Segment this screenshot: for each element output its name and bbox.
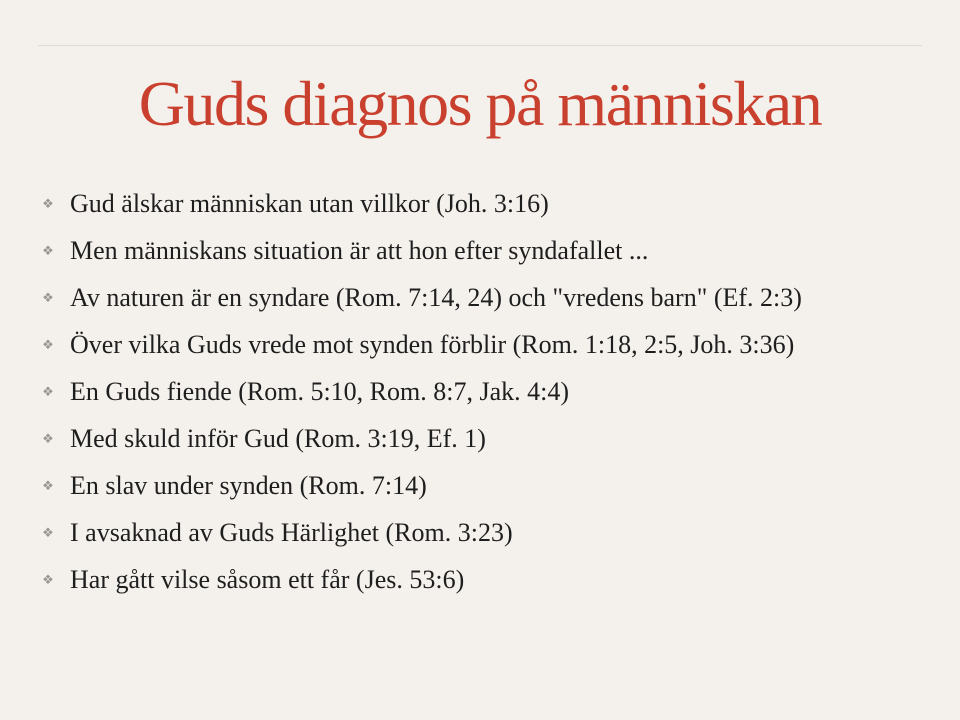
bullet-item (38, 372, 918, 412)
bullet-text: Med skuld inför Gud (Rom. 3:19, Ef. 1) (70, 424, 486, 453)
bullet-item (38, 419, 918, 459)
bullet-text: Över vilka Guds vrede mot synden förblir (Rom. 1:18, 2:5, Joh. 3:36) (70, 330, 795, 359)
diamond-bullet-icon: ❖ (42, 243, 54, 258)
bullet-item (38, 231, 918, 271)
diamond-bullet-icon: ❖ (42, 384, 54, 399)
diamond-bullet-icon: ❖ (42, 525, 54, 540)
bullet-text: Har gått vilse såsom ett får (Jes. 53:6) (70, 565, 465, 594)
diamond-bullet-icon: ❖ (42, 431, 54, 446)
diamond-bullet-icon: ❖ (42, 290, 54, 305)
bullet-text: En Guds fiende (Rom. 5:10, Rom. 8:7, Jak. 4:4) (70, 377, 570, 406)
bullet-item (38, 560, 918, 600)
bullet-item (38, 278, 918, 318)
bullet-text: Gud älskar människan utan villkor (Joh. 3:16) (70, 189, 549, 218)
bullet-text: I avsaknad av Guds Härlighet (Rom. 3:23) (70, 518, 513, 547)
bullet-item (38, 513, 918, 553)
bullet-item (38, 325, 918, 365)
top-divider (38, 45, 922, 46)
bullet-list (38, 184, 918, 607)
diamond-bullet-icon: ❖ (42, 196, 54, 211)
bullet-text: Men människans situation är att hon efter syndafallet ... (70, 236, 649, 265)
slide-title: Guds diagnos på människan (138, 68, 822, 139)
bullet-text: En slav under synden (Rom. 7:14) (70, 471, 427, 500)
diamond-bullet-icon: ❖ (42, 337, 54, 352)
diamond-bullet-icon: ❖ (42, 478, 54, 493)
diamond-bullet-icon: ❖ (42, 572, 54, 587)
bullet-item (38, 184, 918, 224)
bullet-text: Av naturen är en syndare (Rom. 7:14, 24) och "vredens barn" (Ef. 2:3) (70, 283, 802, 312)
bullet-item (38, 466, 918, 506)
